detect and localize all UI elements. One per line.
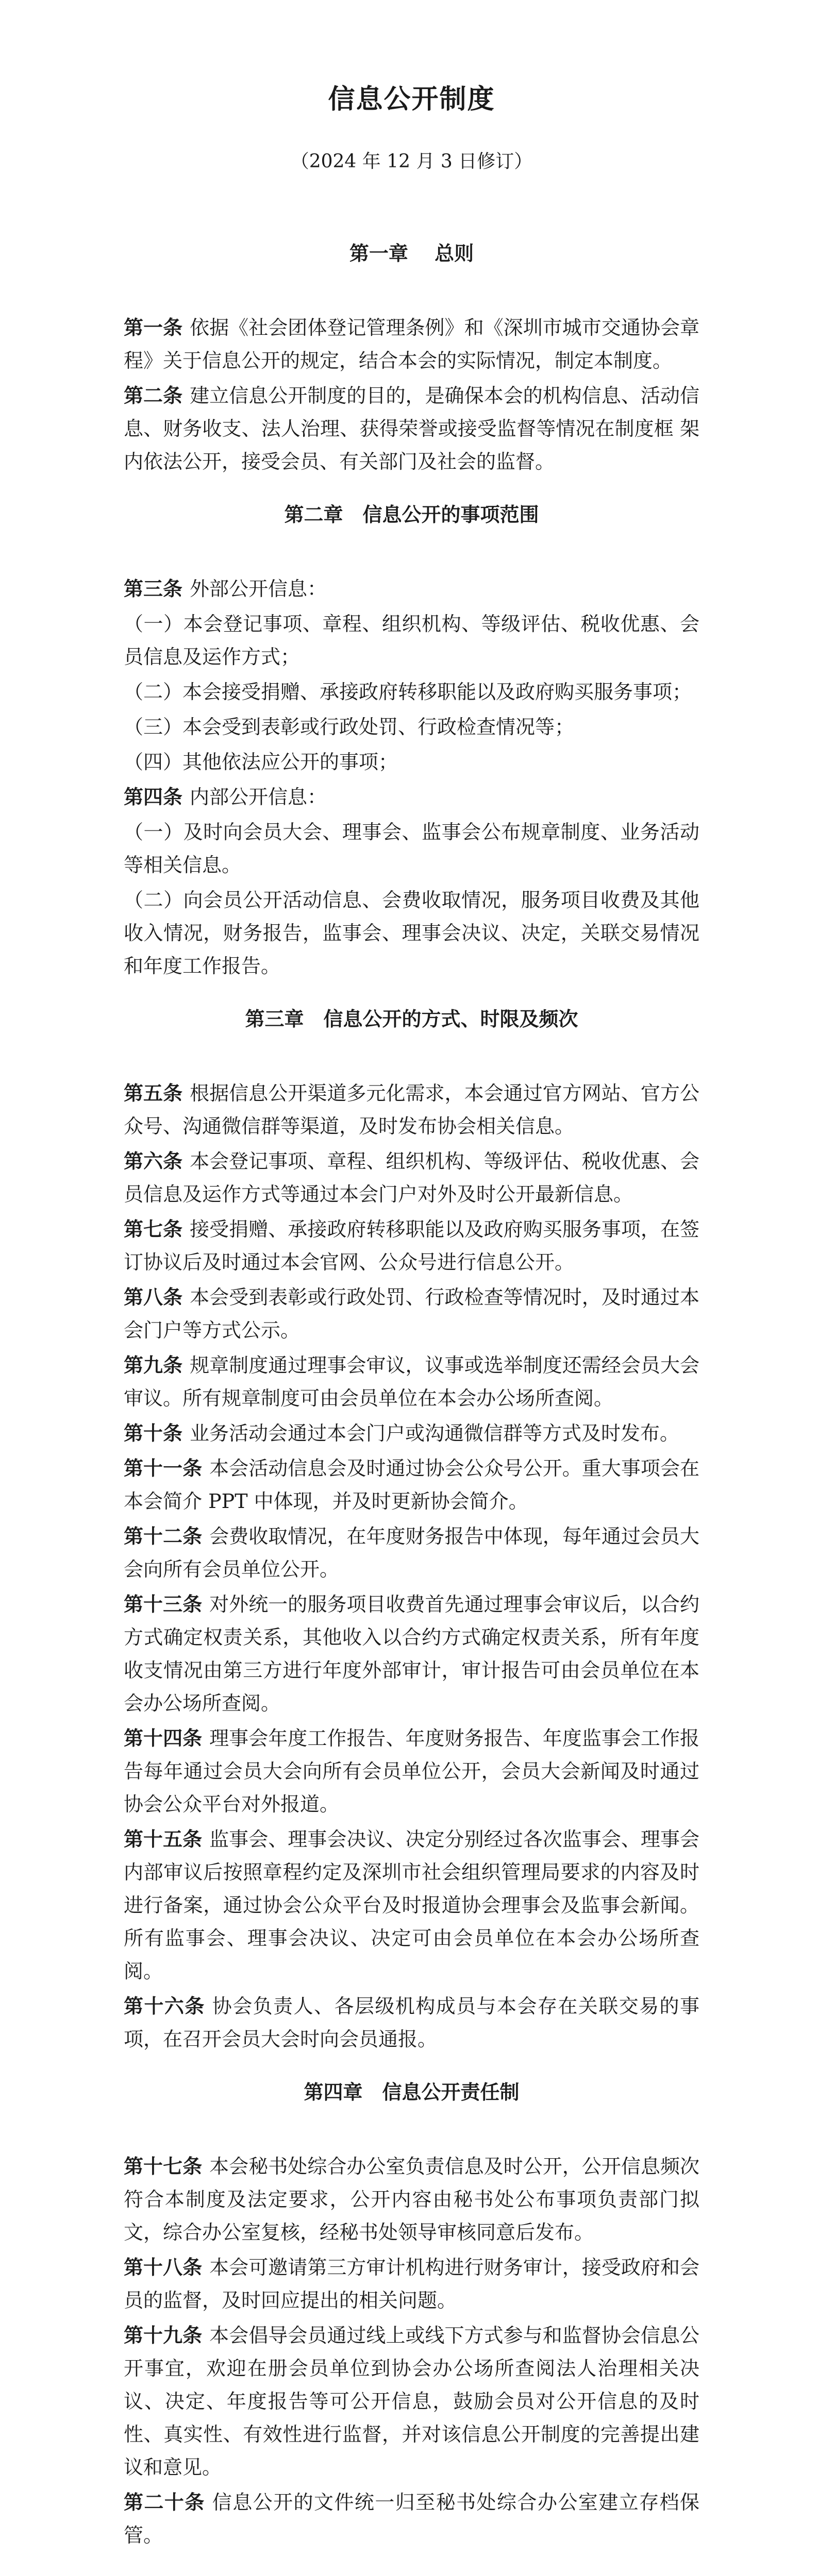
revision-date: （2024 年 12 月 3 日修订）: [290, 151, 533, 172]
article-paragraph: [124, 2251, 699, 2317]
chapter-heading: [124, 2572, 699, 2576]
article-number: 第十五条: [124, 1827, 203, 1851]
article-text: 协会负责人、各层级机构成员与本会存在关联交易的事项，在召开会员大会时向会员通报。: [124, 1995, 699, 2050]
chapter-heading: 第二章 信息公开的事项范围: [284, 503, 539, 526]
article-text: （二）本会接受捐赠、承接政府转移职能以及政府购买服务事项；: [124, 681, 692, 703]
article-number: 第一条: [124, 316, 183, 339]
document-body: [124, 238, 699, 2576]
article-paragraph: [124, 1349, 699, 1415]
article-paragraph: [124, 607, 699, 673]
article-text: 本会倡导会员通过线上或线下方式参与和监督协会信息公开事宜，欢迎在册会员单位到协会办公场所查阅法人治理相关决议、决定、年度报告等可公开信息，鼓励会员对公开信息的及时性、真实性、有效性进行监督，并对该信息公开制度的完善提出建议和意见。: [124, 2324, 699, 2479]
article-paragraph: [124, 572, 699, 605]
article-paragraph: [124, 1213, 699, 1279]
article-paragraph: [124, 1417, 699, 1450]
article-number: 第十四条: [124, 1726, 203, 1750]
article-paragraph: [124, 2486, 699, 2552]
article-paragraph: [124, 1077, 699, 1143]
article-text: 本会登记事项、章程、组织机构、等级评估、税收优惠、会员信息及运作方式等通过本会门户对外及时公开最新信息。: [124, 1150, 699, 1206]
article-number: 第十条: [124, 1421, 183, 1445]
article-number: 第六条: [124, 1149, 183, 1173]
article-number: 第八条: [124, 1285, 183, 1309]
article-text: 本会可邀请第三方审计机构进行财务审计，接受政府和会员的监督，及时回应提出的相关问题。: [124, 2256, 699, 2312]
article-text: 业务活动会通过本会门户或沟通微信群等方式及时发布。: [190, 1422, 680, 1445]
article-paragraph: [124, 1722, 699, 1821]
article-text: 理事会年度工作报告、年度财务报告、年度监事会工作报告每年通过会员大会向所有会员单位公开，会员大会新闻及时通过协会公众平台对外报道。: [124, 1727, 699, 1816]
article-text: 本会秘书处综合办公室负责信息及时公开，公开信息频次符合本制度及法定要求，公开内容由秘书处公布事项负责部门拟文，综合办公室复核，经秘书处领导审核同意后发布。: [124, 2155, 699, 2244]
article-number: 第二条: [124, 384, 183, 407]
article-paragraph: [124, 884, 699, 982]
article-number: 第十七条: [124, 2155, 203, 2178]
article-paragraph: [124, 1281, 699, 1347]
article-text: （三）本会受到表彰或行政处罚、行政检查情况等；: [124, 716, 575, 738]
article-paragraph: [124, 1823, 699, 1988]
article-number: 第四条: [124, 785, 183, 808]
chapter-section: [124, 2572, 699, 2576]
chapter-heading: 第三章 信息公开的方式、时限及频次: [245, 1007, 578, 1030]
article-number: 第十二条: [124, 1524, 203, 1548]
article-text: 本会受到表彰或行政处罚、行政检查等情况时，及时通过本会门户等方式公示。: [124, 1286, 699, 1342]
article-text: 本会活动信息会及时通过协会公众号公开。重大事项会在本会简介 PPT 中体现，并及时更新协会简介。: [124, 1457, 699, 1513]
article-text: 根据信息公开渠道多元化需求，本会通过官方网站、官方公众号、沟通微信群等渠道，及时发布协会相关信息。: [124, 1082, 699, 1138]
article-paragraph: [124, 1520, 699, 1586]
chapter-heading: 第一章 总则: [349, 242, 474, 265]
article-paragraph: [124, 781, 699, 814]
article-paragraph: [124, 1990, 699, 2056]
article-text: （一）本会登记事项、章程、组织机构、等级评估、税收优惠、会员信息及运作方式；: [124, 613, 699, 668]
article-number: 第十一条: [124, 1456, 203, 1480]
article-text: 对外统一的服务项目收费首先通过理事会审议后，以合约方式确定权责关系，其他收入以合约方式确定权责关系，所有年度收支情况由第三方进行年度外部审计，审计报告可由会员单位在本会办公场所查阅。: [124, 1593, 699, 1715]
chapter-section: [124, 1003, 699, 2056]
chapter-section: [124, 2076, 699, 2552]
article-paragraph: [124, 311, 699, 377]
article-paragraph: [124, 2150, 699, 2249]
article-paragraph: [124, 379, 699, 478]
article-number: 第三条: [124, 577, 183, 600]
article-text: 监事会、理事会决议、决定分别经过各次监事会、理事会内部审议后按照章程约定及深圳市社会组织管理局要求的内容及时进行备案，通过协会公众平台及时报道协会理事会及监事会新闻。所有监事会、理事会决议、决定可由会员单位在本会办公场所查阅。: [124, 1828, 699, 1982]
article-text: （四）其他依法应公开的事项；: [124, 751, 398, 773]
article-number: 第十三条: [124, 1592, 203, 1616]
article-number: 第十六条: [124, 1994, 205, 2018]
article-paragraph: [124, 816, 699, 882]
article-text: 建立信息公开制度的目的，是确保本会的机构信息、活动信息、财务收支、法人治理、获得荣誉或接受监督等情况在制度框 架内依法公开，接受会员、有关部门及社会的监督。: [124, 384, 699, 473]
article-text: （一）及时向会员大会、理事会、监事会公布规章制度、业务活动等相关信息。: [124, 821, 699, 876]
article-text: 接受捐赠、承接政府转移职能以及政府购买服务事项，在签订协议后及时通过本会官网、公众号进行信息公开。: [124, 1218, 699, 1274]
chapter-section: [124, 238, 699, 478]
article-text: 内部公开信息：: [190, 786, 327, 808]
article-text: 会费收取情况，在年度财务报告中体现，每年通过会员大会向所有会员单位公开。: [124, 1525, 699, 1581]
article-number: 第七条: [124, 1217, 183, 1241]
article-paragraph: [124, 710, 699, 743]
article-text: 依据《社会团体登记管理条例》和《深圳市城市交通协会章程》关于信息公开的规定，结合本会的实际情况，制定本制度。: [124, 316, 699, 372]
article-number: 第五条: [124, 1081, 183, 1105]
article-number: 第十八条: [124, 2256, 203, 2279]
article-paragraph: [124, 675, 699, 708]
article-paragraph: [124, 2319, 699, 2484]
article-text: 信息公开的文件统一归至秘书处综合办公室建立存档保管。: [124, 2491, 699, 2547]
article-paragraph: [124, 745, 699, 778]
article-text: 规章制度通过理事会审议，议事或选举制度还需经会员大会审议。所有规章制度可由会员单位在本会办公场所查阅。: [124, 1354, 699, 1410]
article-paragraph: [124, 1145, 699, 1211]
article-number: 第十九条: [124, 2324, 203, 2347]
article-text: （二）向会员公开活动信息、会费收取情况，服务项目收费及其他收入情况，财务报告，监事会、理事会决议、决定，关联交易情况和年度工作报告。: [124, 889, 699, 977]
article-text: 外部公开信息：: [190, 578, 327, 600]
document-title: 信息公开制度: [328, 83, 495, 115]
chapter-heading: 第四章 信息公开责任制: [304, 2080, 520, 2104]
article-paragraph: [124, 1452, 699, 1518]
article-paragraph: [124, 1588, 699, 1720]
article-number: 第九条: [124, 1353, 183, 1377]
chapter-section: [124, 499, 699, 982]
article-number: 第二十条: [124, 2490, 205, 2514]
